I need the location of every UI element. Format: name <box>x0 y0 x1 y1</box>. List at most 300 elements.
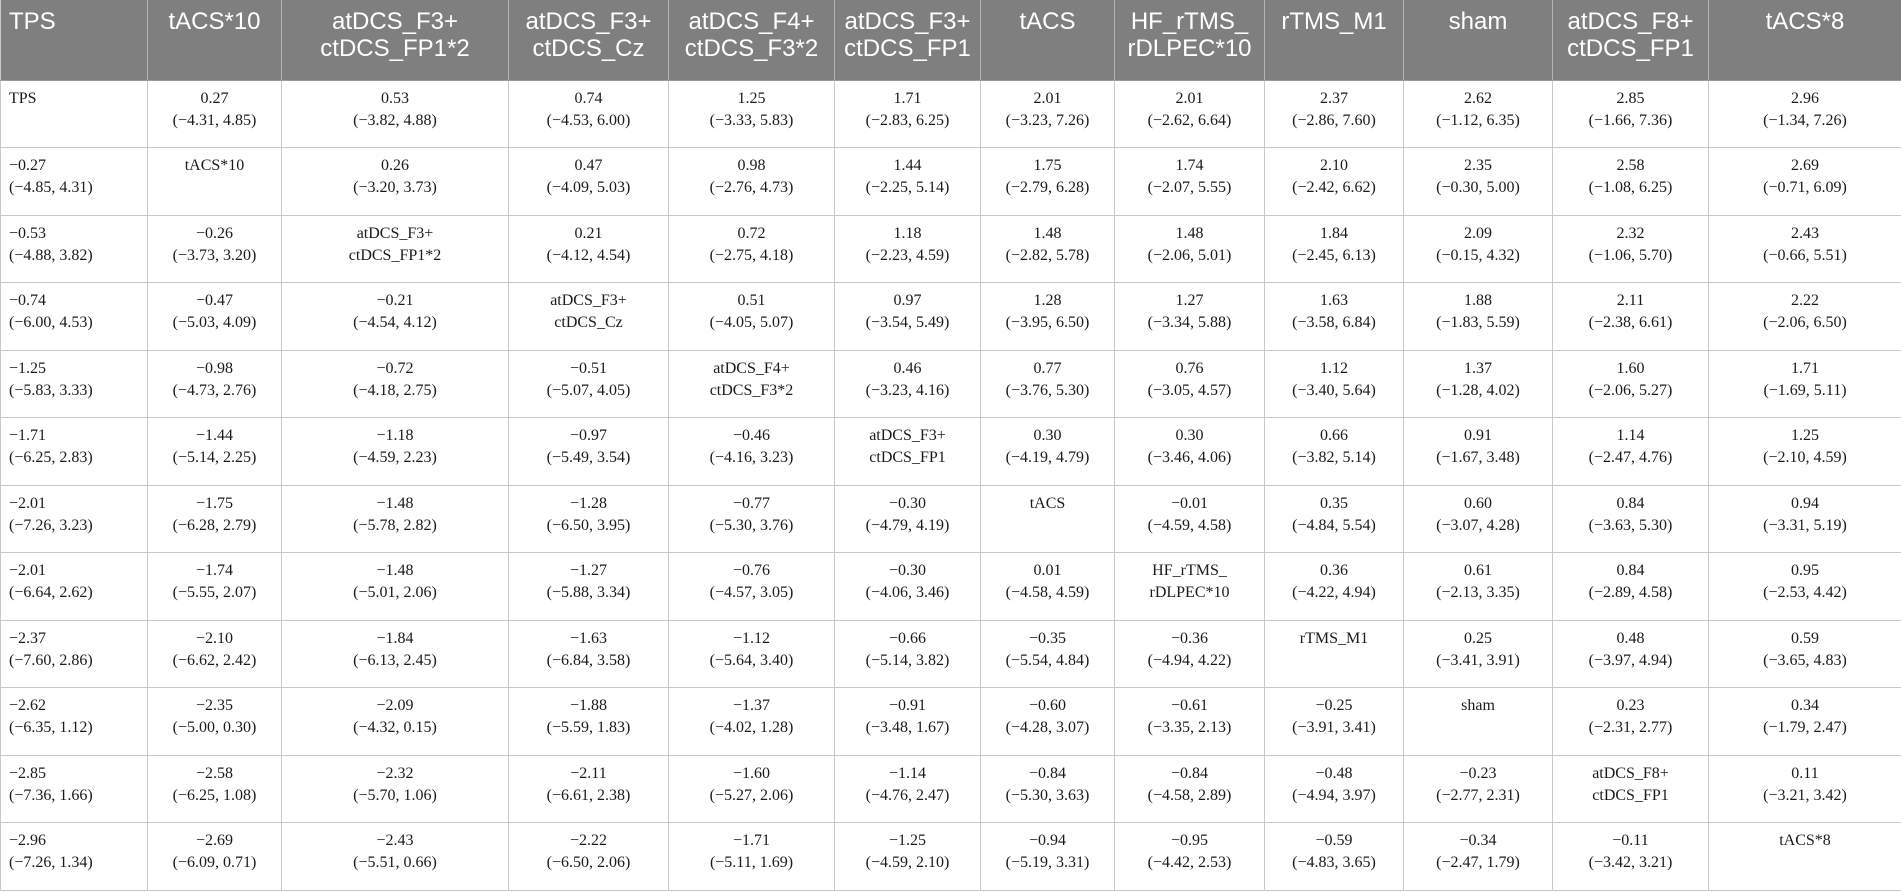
cell-value: 1.27 <box>1175 292 1204 309</box>
cell-value: atDCS_F3+ <box>550 292 627 309</box>
comparison-cell <box>509 215 669 283</box>
comparison-cell <box>509 755 669 823</box>
cell-value: 1.25 <box>1791 427 1819 444</box>
cell-value: −2.43 <box>376 832 414 849</box>
comparison-cell <box>148 755 282 823</box>
cell-interval: (−4.94, 3.97) <box>1292 786 1376 804</box>
cell-interval: (−3.21, 3.42) <box>1763 786 1847 804</box>
comparison-cell <box>835 485 981 553</box>
cell-value: 1.25 <box>737 89 766 107</box>
comparison-cell <box>1265 688 1404 756</box>
cell-interval: (−5.64, 3.40) <box>709 651 794 669</box>
cell-interval: (−4.57, 3.05) <box>709 584 794 601</box>
cell-value: −1.75 <box>195 494 234 512</box>
comparison-cell <box>669 485 835 553</box>
column-header-line: ctDCS_FP1 <box>1567 35 1694 62</box>
cell-interval: (−3.42, 3.21) <box>1588 854 1673 871</box>
diagonal-treatment-cell <box>981 485 1115 553</box>
cell-value: 2.58 <box>1616 157 1645 174</box>
table-row <box>1 823 1901 891</box>
cell-value: atDCS_F3+ <box>356 224 434 242</box>
comparison-cell <box>282 823 509 891</box>
column-header-line: ctDCS_F3*2 <box>684 35 819 62</box>
table-header <box>1 0 1901 80</box>
column-header-line: atDCS_F3+ <box>331 8 459 35</box>
comparison-cell <box>669 148 835 216</box>
column-header-line: atDCS_F4+ <box>688 8 815 35</box>
cell-interval: (−2.13, 3.35) <box>1436 584 1520 601</box>
comparison-cell <box>835 350 981 418</box>
cell-value: −0.30 <box>888 494 927 512</box>
cell-value: rTMS_M1 <box>1299 629 1369 647</box>
cell-value: 0.51 <box>737 292 766 309</box>
cell-value: −1.14 <box>888 764 927 782</box>
cell-value: −0.48 <box>1315 764 1353 782</box>
cell-interval: (−0.30, 5.00) <box>1436 179 1520 196</box>
cell-value: −2.01 <box>9 562 47 579</box>
cell-value: −2.58 <box>195 764 234 782</box>
cell-value: 0.98 <box>737 157 766 174</box>
cell-value: 0.27 <box>200 89 229 107</box>
table-row <box>1 755 1901 823</box>
diagonal-treatment-cell <box>282 215 509 283</box>
column-header <box>1404 0 1553 80</box>
comparison-cell <box>669 823 835 891</box>
comparison-cell <box>282 688 509 756</box>
cell-interval: (−5.30, 3.63) <box>1005 786 1090 804</box>
column-header <box>282 0 509 80</box>
cell-value: −1.74 <box>195 562 234 579</box>
table-row <box>1 148 1901 216</box>
cell-interval: (−1.06, 5.70) <box>1588 246 1673 264</box>
table-row <box>1 418 1901 486</box>
column-header <box>1709 0 1901 80</box>
diagonal-treatment-cell <box>1 80 148 148</box>
cell-interval: (−4.19, 4.79) <box>1005 449 1090 466</box>
cell-value: 0.11 <box>1791 764 1819 782</box>
comparison-cell <box>509 418 669 486</box>
diagonal-treatment-cell <box>509 283 669 351</box>
comparison-cell <box>1709 148 1901 216</box>
table-row <box>1 620 1901 688</box>
table-row <box>1 283 1901 351</box>
cell-value: −2.11 <box>570 764 607 782</box>
comparison-cell <box>1115 823 1265 891</box>
comparison-cell <box>835 823 981 891</box>
cell-interval: (−4.94, 4.22) <box>1147 651 1232 669</box>
comparison-cell <box>509 350 669 418</box>
cell-interval: (−5.01, 2.06) <box>353 584 437 601</box>
comparison-cell <box>148 350 282 418</box>
comparison-cell <box>1265 148 1404 216</box>
cell-interval: (−4.59, 4.58) <box>1147 516 1232 534</box>
column-header-line: atDCS_F8+ <box>1567 8 1694 35</box>
cell-interval: (−5.83, 3.33) <box>9 381 93 399</box>
cell-value: −1.63 <box>569 629 608 647</box>
cell-value: 1.12 <box>1320 359 1348 377</box>
comparison-cell <box>1 418 148 486</box>
cell-interval: (−3.65, 4.83) <box>1763 651 1847 669</box>
cell-interval: (−4.79, 4.19) <box>865 516 950 534</box>
cell-interval: (−6.64, 2.62) <box>9 584 93 601</box>
comparison-cell <box>1 283 148 351</box>
cell-value: 0.72 <box>737 224 766 242</box>
comparison-cell <box>1115 80 1265 148</box>
comparison-cell <box>148 215 282 283</box>
cell-interval: ctDCS_F3*2 <box>709 381 794 399</box>
comparison-cell <box>1 215 148 283</box>
header-row <box>1 0 1901 80</box>
cell-interval: (−2.62, 6.64) <box>1147 111 1232 129</box>
cell-interval: (−2.53, 4.42) <box>1763 584 1847 601</box>
comparison-cell <box>835 80 981 148</box>
cell-value: 0.60 <box>1464 494 1492 512</box>
cell-value: −2.85 <box>9 764 47 782</box>
cell-value: −0.27 <box>9 157 47 174</box>
cell-interval: (−5.59, 1.83) <box>546 719 631 736</box>
cell-value: 2.11 <box>1616 292 1645 309</box>
cell-value: −0.35 <box>1028 629 1067 647</box>
comparison-cell <box>1709 553 1901 621</box>
comparison-cell <box>1553 553 1709 621</box>
cell-value: −0.46 <box>732 427 771 444</box>
column-header-line: rDLPEC*10 <box>1127 35 1252 62</box>
comparison-cell <box>669 620 835 688</box>
comparison-cell <box>509 80 669 148</box>
cell-interval: (−6.25, 1.08) <box>172 786 257 804</box>
diagonal-treatment-cell <box>1709 823 1901 891</box>
cell-value: −0.21 <box>376 292 414 309</box>
cell-value: −2.09 <box>376 697 414 714</box>
cell-interval: (−2.23, 4.59) <box>865 246 950 264</box>
comparison-cell <box>1265 215 1404 283</box>
comparison-cell <box>1553 823 1709 891</box>
column-header-line: ctDCS_FP1*2 <box>320 35 470 62</box>
column-header-line: ctDCS_FP1 <box>844 35 971 62</box>
cell-interval: (−4.09, 5.03) <box>546 179 631 196</box>
cell-value: −0.94 <box>1028 832 1067 849</box>
cell-value: −1.88 <box>569 697 608 714</box>
cell-interval: (−4.42, 2.53) <box>1147 854 1232 871</box>
cell-interval: (−1.28, 4.02) <box>1436 381 1520 399</box>
cell-value: 2.35 <box>1464 157 1492 174</box>
comparison-cell <box>1115 755 1265 823</box>
comparison-cell <box>1265 350 1404 418</box>
cell-value: 2.09 <box>1464 224 1492 242</box>
cell-interval: ctDCS_FP1 <box>869 449 946 466</box>
cell-value: 0.84 <box>1616 494 1645 512</box>
diagonal-treatment-cell <box>835 418 981 486</box>
cell-interval: (−0.66, 5.51) <box>1763 246 1847 264</box>
comparison-cell <box>981 553 1115 621</box>
cell-interval: (−6.50, 3.95) <box>546 516 631 534</box>
cell-value: 0.66 <box>1320 427 1348 444</box>
cell-value: −2.32 <box>376 764 414 782</box>
comparison-cell <box>282 553 509 621</box>
comparison-cell <box>1553 350 1709 418</box>
comparison-cell <box>1553 418 1709 486</box>
comparison-cell <box>1709 215 1901 283</box>
cell-value: 1.60 <box>1616 359 1645 377</box>
comparison-cell <box>1115 148 1265 216</box>
cell-interval: (−1.66, 7.36) <box>1588 111 1673 129</box>
cell-interval: (−3.40, 5.64) <box>1292 381 1376 399</box>
cell-interval: (−3.97, 4.94) <box>1588 651 1673 669</box>
diagonal-treatment-cell <box>1115 553 1265 621</box>
cell-value: −0.01 <box>1170 494 1209 512</box>
cell-interval: (−4.31, 4.85) <box>172 111 257 129</box>
cell-value: 0.74 <box>574 89 603 107</box>
cell-interval: (−2.79, 6.28) <box>1005 179 1090 196</box>
cell-interval: (−5.70, 1.06) <box>353 786 437 804</box>
comparison-cell <box>1404 418 1553 486</box>
cell-interval: (−4.84, 5.54) <box>1292 516 1376 534</box>
cell-interval: (−5.11, 1.69) <box>709 854 794 871</box>
cell-interval: (−5.55, 2.07) <box>172 584 257 601</box>
cell-interval: (−5.03, 4.09) <box>172 314 257 331</box>
comparison-cell <box>509 823 669 891</box>
comparison-cell <box>1709 283 1901 351</box>
column-header-line: sham <box>1448 8 1508 35</box>
comparison-cell <box>1115 350 1265 418</box>
cell-value: −1.48 <box>376 494 414 512</box>
cell-interval: (−4.53, 6.00) <box>546 111 631 129</box>
comparison-cell <box>1709 755 1901 823</box>
comparison-cell <box>1265 80 1404 148</box>
cell-interval: rDLPEC*10 <box>1149 584 1230 601</box>
comparison-cell <box>1 755 148 823</box>
cell-value: −0.84 <box>1028 764 1067 782</box>
cell-value: 1.88 <box>1464 292 1492 309</box>
comparison-cell <box>1 823 148 891</box>
cell-value: 0.36 <box>1320 562 1348 579</box>
comparison-cell <box>1265 485 1404 553</box>
cell-value: 0.01 <box>1033 562 1062 579</box>
cell-interval: (−2.89, 4.58) <box>1588 584 1673 601</box>
cell-interval: (−2.31, 2.77) <box>1588 719 1673 736</box>
cell-value: −1.60 <box>732 764 771 782</box>
table-body <box>1 80 1901 890</box>
cell-value: 2.69 <box>1791 157 1819 174</box>
comparison-cell <box>1 688 148 756</box>
cell-value: 1.75 <box>1033 157 1062 174</box>
cell-interval: (−7.60, 2.86) <box>9 651 93 669</box>
comparison-cell <box>148 823 282 891</box>
comparison-cell <box>981 215 1115 283</box>
cell-value: HF_rTMS_ <box>1152 562 1227 579</box>
cell-interval: (−7.26, 1.34) <box>9 854 93 871</box>
comparison-cell <box>1265 553 1404 621</box>
cell-interval: (−2.06, 6.50) <box>1763 314 1847 331</box>
comparison-cell <box>1115 620 1265 688</box>
comparison-cell <box>835 553 981 621</box>
cell-interval: (−3.76, 5.30) <box>1005 381 1090 399</box>
cell-interval: ctDCS_FP1 <box>1592 786 1669 804</box>
cell-value: −0.74 <box>9 292 47 309</box>
column-header-line: atDCS_F3+ <box>525 8 652 35</box>
comparison-cell <box>1553 283 1709 351</box>
cell-value: 1.44 <box>893 157 922 174</box>
cell-value: atDCS_F3+ <box>869 427 946 444</box>
cell-interval: (−3.82, 5.14) <box>1292 449 1376 466</box>
cell-value: −0.97 <box>569 427 608 444</box>
comparison-cell <box>1404 148 1553 216</box>
cell-interval: (−3.82, 4.88) <box>353 111 437 129</box>
cell-value: −1.71 <box>732 832 771 849</box>
comparison-cell <box>1404 620 1553 688</box>
cell-interval: (−4.18, 2.75) <box>353 381 437 399</box>
comparison-cell <box>1265 823 1404 891</box>
comparison-cell <box>1404 485 1553 553</box>
comparison-cell <box>981 80 1115 148</box>
comparison-cell <box>1709 80 1901 148</box>
cell-interval: (−7.26, 3.23) <box>9 516 93 534</box>
cell-interval: (−2.76, 4.73) <box>709 179 794 196</box>
cell-interval: (−3.23, 4.16) <box>865 381 950 399</box>
cell-interval: (−4.83, 3.65) <box>1292 854 1376 871</box>
diagonal-treatment-cell <box>1265 620 1404 688</box>
comparison-cell <box>148 485 282 553</box>
cell-value: −0.61 <box>1170 697 1209 714</box>
cell-value: 1.63 <box>1320 292 1348 309</box>
comparison-cell <box>1709 620 1901 688</box>
column-header-line: tACS <box>1019 8 1076 35</box>
cell-interval: (−4.22, 4.94) <box>1292 584 1376 601</box>
comparison-cell <box>282 350 509 418</box>
cell-value: −0.47 <box>195 292 234 309</box>
cell-value: −0.51 <box>569 359 608 377</box>
cell-interval: (−1.08, 6.25) <box>1588 179 1673 196</box>
cell-interval: (−5.19, 3.31) <box>1005 854 1090 871</box>
cell-value: −0.11 <box>1612 832 1649 849</box>
cell-value: 0.25 <box>1464 629 1492 647</box>
cell-value: −2.01 <box>9 494 47 512</box>
cell-value: −1.48 <box>376 562 414 579</box>
comparison-cell <box>148 620 282 688</box>
cell-value: 2.22 <box>1791 292 1819 309</box>
comparison-cell <box>1265 755 1404 823</box>
cell-value: −0.91 <box>888 697 927 714</box>
cell-value: 0.53 <box>381 89 409 107</box>
comparison-cell <box>1115 215 1265 283</box>
cell-interval: (−6.13, 2.45) <box>353 651 437 669</box>
column-header <box>148 0 282 80</box>
comparison-cell <box>669 688 835 756</box>
cell-value: 2.01 <box>1175 89 1204 107</box>
cell-interval: (−4.76, 2.47) <box>865 786 950 804</box>
cell-interval: (−4.02, 1.28) <box>709 719 794 736</box>
cell-interval: (−2.10, 4.59) <box>1763 449 1847 466</box>
cell-interval: (−2.07, 5.55) <box>1147 179 1232 196</box>
cell-interval: (−3.20, 3.73) <box>353 179 437 196</box>
cell-value: 0.48 <box>1616 629 1645 647</box>
comparison-cell <box>835 283 981 351</box>
cell-interval: (−4.16, 3.23) <box>709 449 794 466</box>
comparison-cell <box>1265 283 1404 351</box>
cell-interval: (−4.59, 2.10) <box>865 854 950 871</box>
cell-value: −1.28 <box>569 494 608 512</box>
cell-interval: (−3.33, 5.83) <box>709 111 794 129</box>
cell-value: 1.18 <box>893 224 922 242</box>
comparison-cell <box>981 283 1115 351</box>
comparison-cell <box>1 350 148 418</box>
cell-interval: (−5.14, 2.25) <box>172 449 257 466</box>
cell-value: −0.95 <box>1170 832 1209 849</box>
comparison-cell <box>1553 688 1709 756</box>
table-row <box>1 215 1901 283</box>
comparison-cell <box>282 755 509 823</box>
cell-value: 2.43 <box>1791 224 1819 242</box>
diagonal-treatment-cell <box>148 148 282 216</box>
cell-interval: (−3.58, 6.84) <box>1292 314 1376 331</box>
cell-value: 0.94 <box>1791 494 1819 512</box>
comparison-cell <box>1404 80 1553 148</box>
diagonal-treatment-cell <box>1553 755 1709 823</box>
cell-value: −0.60 <box>1028 697 1067 714</box>
comparison-cell <box>1265 418 1404 486</box>
comparison-cell <box>981 823 1115 891</box>
cell-value: −2.22 <box>569 832 608 849</box>
cell-value: −0.59 <box>1315 832 1353 849</box>
cell-interval: (−4.05, 5.07) <box>709 314 794 331</box>
cell-interval: (−4.54, 4.12) <box>353 314 437 331</box>
cell-interval: (−3.91, 3.41) <box>1292 719 1376 736</box>
cell-value: −0.30 <box>888 562 927 579</box>
cell-interval: (−3.73, 3.20) <box>172 246 257 264</box>
comparison-cell <box>282 148 509 216</box>
cell-value: sham <box>1461 697 1495 714</box>
cell-interval: (−6.61, 2.38) <box>546 786 631 804</box>
cell-value: −0.66 <box>888 629 927 647</box>
cell-interval: (−1.79, 2.47) <box>1763 719 1847 736</box>
cell-interval: (−2.25, 5.14) <box>865 179 950 196</box>
cell-interval: (−1.69, 5.11) <box>1763 381 1847 399</box>
cell-value: −0.72 <box>376 359 414 377</box>
cell-value: −2.69 <box>195 832 234 849</box>
cell-interval: (−3.46, 4.06) <box>1147 449 1232 466</box>
cell-interval: (−3.35, 2.13) <box>1147 719 1232 736</box>
comparison-cell <box>282 485 509 553</box>
cell-interval: (−4.58, 2.89) <box>1147 786 1232 804</box>
cell-interval: (−3.05, 4.57) <box>1147 381 1232 399</box>
cell-interval: (−4.85, 4.31) <box>9 179 93 196</box>
cell-interval: (−4.58, 4.59) <box>1005 584 1090 601</box>
comparison-cell <box>669 755 835 823</box>
cell-interval: (−4.12, 4.54) <box>546 246 631 264</box>
comparison-cell <box>282 418 509 486</box>
cell-value: tACS*8 <box>1779 832 1831 849</box>
cell-value: atDCS_F4+ <box>713 359 790 377</box>
column-header-line: rTMS_M1 <box>1281 8 1387 35</box>
cell-value: −2.10 <box>195 629 234 647</box>
cell-value: 0.30 <box>1175 427 1204 444</box>
cell-interval: (−4.06, 3.46) <box>865 584 950 601</box>
table-row <box>1 688 1901 756</box>
comparison-cell <box>981 688 1115 756</box>
cell-value: atDCS_F8+ <box>1592 764 1669 782</box>
comparison-cell <box>1115 418 1265 486</box>
cell-value: 1.74 <box>1175 157 1204 174</box>
cell-value: −1.37 <box>732 697 771 714</box>
cell-value: TPS <box>9 89 37 107</box>
cell-interval: (−1.12, 6.35) <box>1436 111 1520 129</box>
cell-interval: (−6.35, 1.12) <box>9 719 93 736</box>
comparison-cell <box>981 620 1115 688</box>
comparison-cell <box>282 80 509 148</box>
cell-interval: (−2.38, 6.61) <box>1588 314 1673 331</box>
cell-value: −0.77 <box>732 494 771 512</box>
comparison-cell <box>1709 485 1901 553</box>
